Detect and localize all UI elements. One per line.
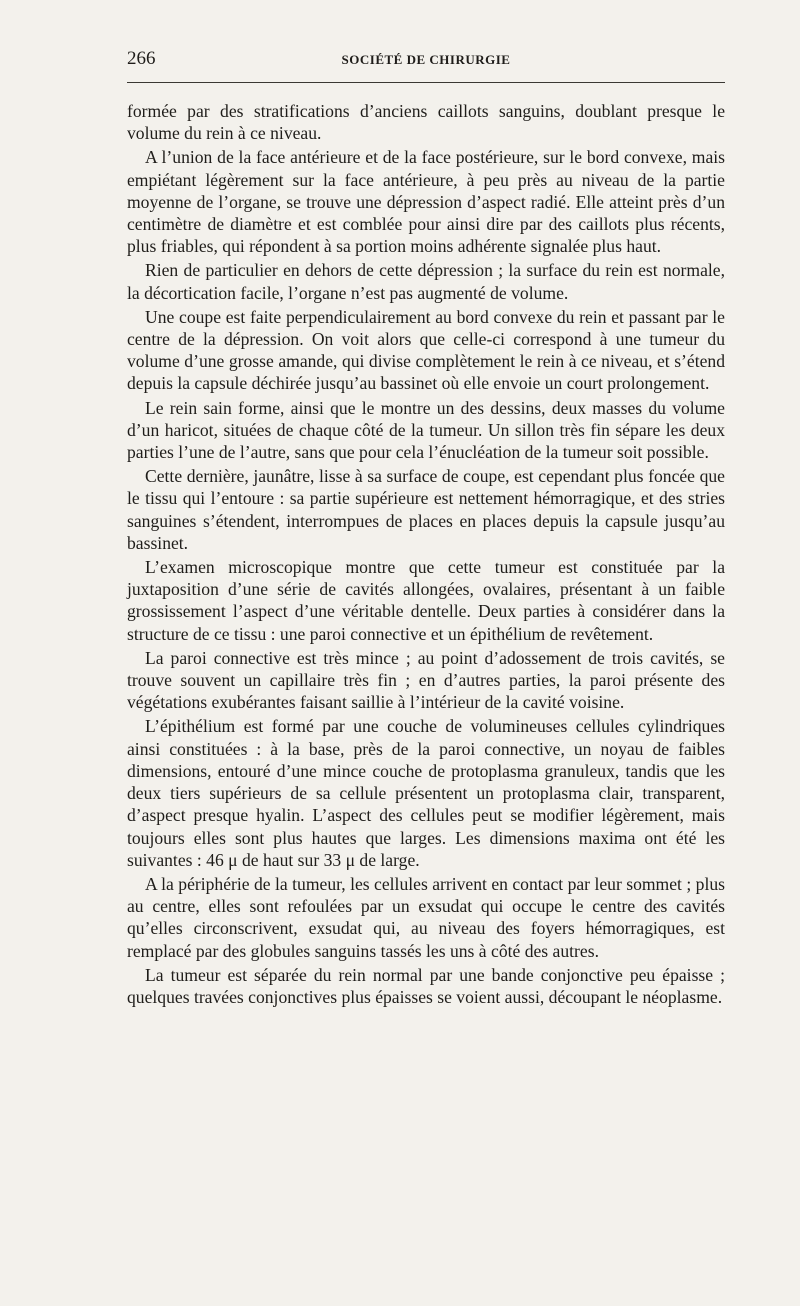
paragraph-7: L’examen microscopique montre que cette tumeur est constituée par la juxtaposition d’une série de cavités allongées, ovalaires, présentant à un faible grossissement l’aspect d’une véritable dentelle. Deux parties à considérer dans la structure de ce tissu : une paroi connective et un épithélium de revêtement. (127, 557, 725, 644)
paragraph-6: Cette dernière, jaunâtre, lisse à sa surface de coupe, est cependant plus foncée que le tissu qui l’entoure : sa partie supérieure est nettement hémorragique, et des stries sanguines s’étendent, interrompues de places en places depuis la capsule jusqu’au bassinet. (127, 466, 725, 553)
paragraph-2: A l’union de la face antérieure et de la face postérieure, sur le bord convexe, mais empiétant légèrement sur la face antérieure, à peu près au niveau de la partie moyenne de l’organe, se trouve une dépression d’aspect radié. Elle atteint près d’un centimètre de diamètre et est comblée pour ainsi dire par des caillots plus récents, plus friables, qui répondent à sa portion moins adhérente signalée plus haut. (127, 147, 725, 257)
page (127, 0, 725, 1306)
header-rule (127, 82, 725, 83)
paragraph-11: La tumeur est séparée du rein normal par une bande conjonctive peu épaisse ; quelques travées conjonctives plus épaisses se voient aussi, découpant le néoplasme. (127, 964, 725, 1007)
paragraph-3: Rien de particulier en dehors de cette dépression ; la surface du rein est normale, la décortication facile, l’organe n’est pas augmenté de volume. (127, 260, 725, 303)
paragraph-8: La paroi connective est très mince ; au point d’adossement de trois cavités, se trouve souvent un capillaire très fin ; en d’autres parties, la paroi présente des végétations exubérantes faisant saillie à l’intérieur de la cavité voisine. (127, 647, 725, 713)
paragraph-1: formée par des stratifications d’anciens caillots sanguins, doublant presque le volume du rein à ce niveau. (127, 101, 725, 144)
page-header (127, 44, 725, 74)
page-number: 266 (127, 48, 156, 69)
paragraph-5: Le rein sain forme, ainsi que le montre un des dessins, deux masses du volume d’un haricot, situées de chaque côté de la tumeur. Un sillon très fin sépare les deux parties l’une de l’autre, sans que pour cela l’énucléation de la tumeur soit possible. (127, 397, 725, 463)
paragraph-4: Une coupe est faite perpendiculairement au bord convexe du rein et passant par le centre de la dépression. On voit alors que celle-ci correspond à une tumeur du volume d’une grosse amande, qui divise complètement le rein à ce niveau, et s’étend depuis la capsule déchirée jusqu’au bassinet où elle envoie un court prolongement. (127, 306, 725, 394)
running-head: SOCIÉTÉ DE CHIRURGIE (341, 52, 511, 67)
body-text (127, 100, 725, 1010)
paragraph-10: A la périphérie de la tumeur, les cellules arrivent en contact par leur sommet ; plus au centre, elles sont refoulées par un exsudat qui occupe le centre des cavités qu’elles circonscrivent, exsudat qui, au niveau des foyers hémorragiques, est remplacé par des globules sanguins tassés les uns à côté des autres. (127, 873, 725, 961)
paragraph-9: L’épithélium est formé par une couche de volumineuses cellules cylindriques ainsi constituées : à la base, près de la paroi connective, un noyau de faibles dimensions, entouré d’une mince couche de protoplasma granuleux, tandis que les deux tiers supérieurs de sa cellule présentent un protoplasma clair, transparent, d’aspect presque hyalin. L’aspect des cellules peut se modifier légèrement, mais toujours elles sont plus hautes que larges. Les dimensions maxima ont été les suivantes : 46 μ de haut sur 33 μ de large. (127, 716, 725, 870)
